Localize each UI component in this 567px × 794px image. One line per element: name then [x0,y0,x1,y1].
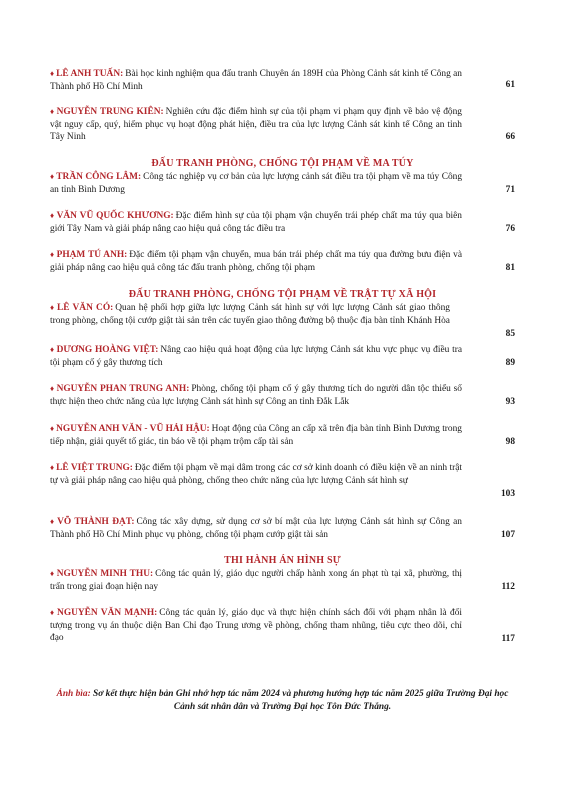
diamond-bullet-icon: ♦ [50,424,55,433]
entry-author: LÊ VĂN CÓ [56,303,111,313]
toc-entry [50,302,515,341]
entry-author: TRẦN CÔNG LÂM [56,172,138,182]
diamond-bullet-icon: ♦ [50,517,56,526]
entry-title: Công tác quản lý, giáo dục người chấp hành xong án phạt tù tại xã, phường, thị trấn trong giai đoạn hiện nay [50,569,462,592]
toc-entry [50,462,515,501]
entry-text-block [50,106,462,144]
entry-colon: : [160,107,164,117]
entry-text-block [50,423,462,448]
toc-entry [50,344,515,370]
entry-title: Phòng, chống tội phạm cố ý gây thương tích do người dân tộc thiểu số thực hiện theo chức năng của lực lượng Cảnh sát hình sự Công an tỉnh Đắk Lắk [50,384,462,407]
entry-page-number: 71 [505,185,515,196]
entry-text-block [50,171,462,196]
entry-author: VĂN VŨ QUỐC KHƯƠNG [56,211,171,221]
entry-title: Hoạt động của Công an cấp xã trên địa bàn tỉnh Bình Dương trong tiếp nhận, giải quyết tố giác, tin báo về tội phạm trộm cấp tài sản [50,424,462,447]
entry-colon: : [170,211,174,221]
diamond-bullet-icon: ♦ [50,107,55,116]
entry-author: LÊ ANH TUẤN [56,69,121,79]
entry-page-number: 66 [505,132,515,143]
entry-colon: : [155,345,159,355]
entry-colon: : [131,517,135,527]
toc-entry [50,516,515,542]
entry-page-number: 89 [505,358,515,369]
diamond-bullet-icon: ♦ [50,69,55,78]
entry-text-block [50,344,462,369]
diamond-bullet-icon: ♦ [50,384,55,393]
entry-text-block [50,249,462,274]
diamond-bullet-icon: ♦ [50,211,55,220]
toc-entry [50,171,515,197]
diamond-bullet-icon: ♦ [50,250,55,259]
entry-author: NGUYỄN TRUNG KIÊN [56,107,161,117]
entry-colon: : [186,384,190,394]
diamond-bullet-icon: ♦ [50,463,55,472]
entry-text-block [50,516,462,541]
entry-colon: : [120,69,124,79]
entry-author: VÕ THÀNH ĐẠT [57,517,132,527]
entry-page-number: 93 [505,397,515,408]
cover-caption-text: Sơ kết thực hiện bản Ghi nhớ hợp tác năm 2024 và phương hướng hợp tác năm 2025 giữa Trường Đại học Cảnh sát nhân dân và Trường Đại học Tôn Đức Thắng. [93,689,509,712]
entry-page-number: 61 [505,80,515,91]
cover-photo-caption [50,688,515,713]
diamond-bullet-icon: ♦ [50,303,55,312]
entry-colon: : [124,250,128,260]
entry-title: Đặc điểm tội phạm vận chuyển, mua bán trái phép chất ma túy qua đường bưu điện và giải pháp nâng cao hiệu quả công tác đấu tranh phòng, chống tội phạm [50,250,462,273]
entry-page-number: 112 [501,582,515,593]
entry-text-block [50,68,462,93]
entry-title: Công tác nghiệp vụ cơ bản của lực lượng cảnh sát điều tra tội phạm về ma túy Công an tỉnh Bình Dương [50,172,463,195]
diamond-bullet-icon: ♦ [50,569,55,578]
entry-text-block [50,302,450,327]
toc-entry [50,423,515,449]
entry-colon: : [137,172,142,182]
entry-colon: : [154,608,158,618]
entry-page-number: 81 [505,263,515,274]
entry-text-block [50,568,462,593]
entry-page-number: 107 [500,530,515,541]
entry-page-number: 103 [500,489,515,500]
entry-author: NGUYỄN ANH VĂN - VŨ HẢI HẬU [56,424,207,434]
section-heading: ĐẤU TRANH PHÒNG, CHỐNG TỘI PHẠM VỀ MA TÚY [151,158,414,169]
entry-title: Nâng cao hiệu quả hoạt động của lực lượng Cảnh sát khu vực phục vụ điều tra tội phạm cố ý gây thương tích [50,345,462,368]
entry-title: Công tác quản lý, giáo dục và thực hiện chính sách đối với phạm nhân là đối tượng trong vụ án thuộc diện Ban Chỉ đạo Trung ương về phòng, chống tham nhũng, tiêu cực theo dõi, chỉ đạo [50,608,462,644]
toc-entry [50,68,515,92]
toc-entry [50,383,515,409]
entry-text-block [50,383,462,408]
entry-author: NGUYỄN VĂN MẠNH [57,608,155,618]
entry-title: Bài học kinh nghiệm qua đấu tranh Chuyên án 189H của Phòng Cảnh sát kinh tế Công an Thành phố Hồ Chí Minh [50,69,462,92]
toc-entry [50,607,515,646]
entry-title: Đặc điểm hình sự của tội phạm vận chuyển trái phép chất ma túy qua biên giới Tây Nam và giải pháp nâng cao hiệu quả công tác điều tra [50,211,462,234]
cover-caption-label: Ảnh bìa: [56,689,91,699]
entry-page-number: 117 [501,634,515,645]
diamond-bullet-icon: ♦ [50,608,56,617]
toc-entry [50,568,515,594]
section-heading: THI HÀNH ÁN HÌNH SỰ [224,555,341,566]
entry-page-number: 98 [505,437,515,448]
entry-colon: : [206,424,210,434]
entry-title: Đặc điểm tội phạm về mại dâm trong các cơ sở kinh doanh có điều kiện về an ninh trật tự và giải pháp nâng cao hiệu quả phòng, chống theo chức năng của lực lượng Cảnh sát hình sự [50,463,462,486]
entry-colon: : [129,463,133,473]
entry-page-number: 76 [505,224,515,235]
entry-author: PHẠM TÚ ANH [56,250,125,260]
entry-title: Công tác xây dựng, sử dụng cơ sở bí mật của lực lượng Cảnh sát hình sự Công an Thành phố Hồ Chí Minh phục vụ phòng, chống tội phạm cướp giật tài sản [50,517,462,540]
toc-entry [50,210,515,236]
entry-colon: : [150,569,154,579]
section-heading: ĐẤU TRANH PHÒNG, CHỐNG TỘI PHẠM VỀ TRẬT TỰ XÃ HỘI [128,289,437,300]
entry-title: Nghiên cứu đặc điểm hình sự của tội phạm vi phạm quy định về bảo vệ động vật nguy cấp, quý, hiếm phục vụ hoạt động phát hiện, điều tra của lực lượng Cảnh sát kinh tế Công an tỉnh Tây Ninh [50,107,462,143]
entry-text-block [50,607,462,645]
entry-page-number: 85 [505,329,515,340]
entry-author: NGUYỄN PHAN TRUNG ANH [56,384,187,394]
diamond-bullet-icon: ♦ [50,345,55,354]
entry-author: LÊ VIỆT TRUNG [56,463,130,473]
toc-entry [50,106,515,144]
entry-text-block [50,462,462,487]
entry-text-block [50,210,462,235]
entry-author: DƯƠNG HOÀNG VIỆT [56,345,156,355]
entry-title: Quan hệ phối hợp giữa lực lượng Cảnh sát hình sự với lực lượng Cảnh sát giao thông trong phòng, chống tội cướp giật tài sản trên các tuyến giao thông đường bộ thuộc địa bàn tỉnh Khánh Hòa [50,303,450,326]
entry-colon: : [110,303,114,313]
toc-entry [50,249,515,275]
entry-author: NGUYỄN MINH THU [56,569,150,579]
diamond-bullet-icon: ♦ [50,172,55,181]
